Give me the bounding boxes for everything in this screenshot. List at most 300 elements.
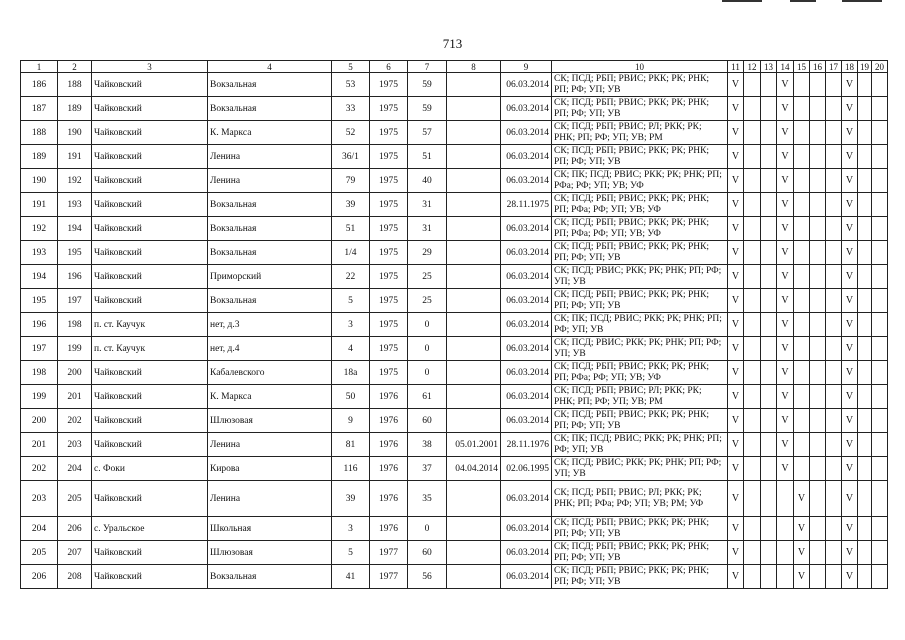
mark-20-cell: [872, 457, 888, 481]
mark-17-cell: [826, 121, 842, 145]
house-number-cell: 9: [332, 409, 370, 433]
street-cell: Ленина: [208, 169, 332, 193]
mark-13-cell: [761, 121, 777, 145]
date-col8-cell: [447, 241, 501, 265]
table-row: [21, 193, 888, 217]
street-cell: К. Маркса: [208, 121, 332, 145]
mark-20-cell: [872, 193, 888, 217]
house-number-cell: 81: [332, 433, 370, 457]
row-number-cell: 205: [21, 541, 58, 565]
street-cell: Ленина: [208, 481, 332, 517]
house-number-cell: 39: [332, 481, 370, 517]
street-cell: Школьная: [208, 517, 332, 541]
mark-19-cell: [858, 565, 872, 589]
row-number-cell: 202: [21, 457, 58, 481]
mark-16-cell: [810, 541, 826, 565]
mark-13-cell: [761, 193, 777, 217]
mark-18-cell: V: [842, 481, 858, 517]
count-cell: 51: [408, 145, 447, 169]
codes-list-cell: СК; ПСД; РБП; РВИС; РЛ; РКК; РК; РНК; РП; РФа; РФ; УП; УВ; РМ; УФ: [552, 481, 728, 517]
row-number-cell: 194: [21, 265, 58, 289]
mark-16-cell: [810, 193, 826, 217]
table-row: [21, 337, 888, 361]
year-cell: 1975: [370, 241, 408, 265]
mark-15-cell: V: [794, 517, 810, 541]
count-cell: 25: [408, 289, 447, 313]
mark-14-cell: V: [777, 313, 794, 337]
table-row: [21, 217, 888, 241]
mark-15-cell: [794, 385, 810, 409]
mark-19-cell: [858, 457, 872, 481]
mark-14-cell: [777, 565, 794, 589]
mark-18-cell: V: [842, 541, 858, 565]
mark-14-cell: V: [777, 361, 794, 385]
mark-20-cell: [872, 409, 888, 433]
mark-16-cell: [810, 433, 826, 457]
settlement-cell: Чайковский: [92, 385, 208, 409]
date-col8-cell: [447, 385, 501, 409]
mark-12-cell: [744, 517, 761, 541]
mark-20-cell: [872, 265, 888, 289]
mark-20-cell: [872, 217, 888, 241]
mark-14-cell: V: [777, 409, 794, 433]
column-header-3: 3: [92, 61, 208, 73]
mark-19-cell: [858, 541, 872, 565]
column-header-8: 8: [447, 61, 501, 73]
year-cell: 1975: [370, 121, 408, 145]
house-number-cell: 18а: [332, 361, 370, 385]
row-number-cell: 193: [21, 241, 58, 265]
date-col9-cell: 28.11.1975: [501, 193, 552, 217]
mark-16-cell: [810, 385, 826, 409]
mark-14-cell: V: [777, 121, 794, 145]
mark-17-cell: [826, 217, 842, 241]
mark-18-cell: V: [842, 385, 858, 409]
count-cell: 37: [408, 457, 447, 481]
settlement-cell: Чайковский: [92, 73, 208, 97]
mark-16-cell: [810, 265, 826, 289]
count-cell: 0: [408, 313, 447, 337]
mark-19-cell: [858, 289, 872, 313]
date-col8-cell: [447, 289, 501, 313]
mark-15-cell: [794, 313, 810, 337]
mark-16-cell: [810, 121, 826, 145]
mark-15-cell: [794, 337, 810, 361]
codes-list-cell: СК; ПСД; РБП; РВИС; РКК; РК; РНК; РП; РФ; УП; УВ: [552, 541, 728, 565]
house-number-cell: 1/4: [332, 241, 370, 265]
mark-12-cell: [744, 433, 761, 457]
date-col8-cell: [447, 217, 501, 241]
date-col9-cell: 06.03.2014: [501, 97, 552, 121]
street-cell: Шлюзовая: [208, 541, 332, 565]
street-cell: Вокзальная: [208, 217, 332, 241]
mark-13-cell: [761, 313, 777, 337]
row-number-cell: 196: [21, 313, 58, 337]
codes-list-cell: СК; ПСД; РБП; РВИС; РКК; РК; РНК; РП; РФ; УП; УВ: [552, 565, 728, 589]
codes-list-cell: СК; ПСД; РБП; РВИС; РКК; РК; РНК; РП; РФа; РФ; УП; УВ; УФ: [552, 217, 728, 241]
mark-15-cell: [794, 145, 810, 169]
mark-13-cell: [761, 385, 777, 409]
mark-14-cell: V: [777, 73, 794, 97]
mark-11-cell: V: [728, 145, 744, 169]
date-col9-cell: 06.03.2014: [501, 337, 552, 361]
table-row: [21, 97, 888, 121]
mark-19-cell: [858, 193, 872, 217]
mark-20-cell: [872, 337, 888, 361]
year-cell: 1976: [370, 457, 408, 481]
record-number-cell: 201: [58, 385, 92, 409]
date-col9-cell: 06.03.2014: [501, 289, 552, 313]
mark-17-cell: [826, 385, 842, 409]
year-cell: 1976: [370, 409, 408, 433]
table-row: [21, 73, 888, 97]
mark-17-cell: [826, 289, 842, 313]
record-number-cell: 200: [58, 361, 92, 385]
street-cell: нет, д.3: [208, 313, 332, 337]
mark-18-cell: V: [842, 241, 858, 265]
column-header-13: 13: [761, 61, 777, 73]
mark-14-cell: V: [777, 97, 794, 121]
mark-11-cell: V: [728, 241, 744, 265]
mark-18-cell: V: [842, 433, 858, 457]
mark-11-cell: V: [728, 265, 744, 289]
mark-15-cell: [794, 121, 810, 145]
table-row: [21, 121, 888, 145]
settlement-cell: Чайковский: [92, 97, 208, 121]
table-row: [21, 385, 888, 409]
row-number-cell: 192: [21, 217, 58, 241]
row-number-cell: 187: [21, 97, 58, 121]
mark-13-cell: [761, 409, 777, 433]
mark-15-cell: [794, 97, 810, 121]
mark-14-cell: V: [777, 217, 794, 241]
settlement-cell: с. Уральское: [92, 517, 208, 541]
mark-11-cell: V: [728, 361, 744, 385]
mark-14-cell: V: [777, 169, 794, 193]
mark-14-cell: [777, 517, 794, 541]
mark-18-cell: V: [842, 337, 858, 361]
page-number: 713: [442, 36, 463, 51]
mark-11-cell: V: [728, 169, 744, 193]
column-header-11: 11: [728, 61, 744, 73]
mark-15-cell: [794, 241, 810, 265]
record-number-cell: 194: [58, 217, 92, 241]
street-cell: Вокзальная: [208, 97, 332, 121]
mark-17-cell: [826, 433, 842, 457]
mark-16-cell: [810, 337, 826, 361]
year-cell: 1975: [370, 289, 408, 313]
date-col8-cell: [447, 361, 501, 385]
table-row: [21, 313, 888, 337]
codes-list-cell: СК; ПСД; РБП; РВИС; РКК; РК; РНК; РП; РФ; УП; УВ: [552, 409, 728, 433]
mark-12-cell: [744, 241, 761, 265]
mark-15-cell: [794, 217, 810, 241]
mark-12-cell: [744, 73, 761, 97]
row-number-cell: 206: [21, 565, 58, 589]
settlement-cell: Чайковский: [92, 541, 208, 565]
mark-14-cell: V: [777, 337, 794, 361]
date-col8-cell: [447, 517, 501, 541]
mark-16-cell: [810, 457, 826, 481]
date-col8-cell: [447, 337, 501, 361]
row-number-cell: 199: [21, 385, 58, 409]
mark-15-cell: [794, 361, 810, 385]
house-number-cell: 79: [332, 169, 370, 193]
codes-list-cell: СК; ПСД; РБП; РВИС; РКК; РК; РНК; РП; РФ; УП; УВ: [552, 517, 728, 541]
mark-12-cell: [744, 145, 761, 169]
codes-list-cell: СК; ПСД; РБП; РВИС; РЛ; РКК; РК; РНК; РП; РФ; УП; УВ; РМ: [552, 121, 728, 145]
mark-19-cell: [858, 361, 872, 385]
table-row: [21, 289, 888, 313]
mark-15-cell: [794, 265, 810, 289]
mark-19-cell: [858, 241, 872, 265]
settlement-cell: Чайковский: [92, 193, 208, 217]
mark-11-cell: V: [728, 541, 744, 565]
column-header-20: 20: [872, 61, 888, 73]
settlement-cell: Чайковский: [92, 169, 208, 193]
count-cell: 29: [408, 241, 447, 265]
mark-18-cell: V: [842, 409, 858, 433]
record-number-cell: 206: [58, 517, 92, 541]
date-col9-cell: 06.03.2014: [501, 169, 552, 193]
house-number-cell: 41: [332, 565, 370, 589]
row-number-cell: 188: [21, 121, 58, 145]
mark-13-cell: [761, 457, 777, 481]
mark-20-cell: [872, 145, 888, 169]
count-cell: 25: [408, 265, 447, 289]
date-col9-cell: 06.03.2014: [501, 409, 552, 433]
table-row: [21, 361, 888, 385]
column-number-row: [21, 61, 888, 73]
table-row: [21, 241, 888, 265]
year-cell: 1975: [370, 337, 408, 361]
house-number-cell: 22: [332, 265, 370, 289]
codes-list-cell: СК; ПСД; РБП; РВИС; РКК; РК; РНК; РП; РФ; УП; УВ: [552, 241, 728, 265]
row-number-cell: 200: [21, 409, 58, 433]
record-number-cell: 192: [58, 169, 92, 193]
mark-17-cell: [826, 313, 842, 337]
mark-16-cell: [810, 481, 826, 517]
year-cell: 1975: [370, 169, 408, 193]
mark-13-cell: [761, 517, 777, 541]
mark-13-cell: [761, 565, 777, 589]
street-cell: Вокзальная: [208, 289, 332, 313]
settlement-cell: Чайковский: [92, 289, 208, 313]
codes-list-cell: СК; ПСД; РВИС; РКК; РК; РНК; РП; РФ; УП; УВ: [552, 265, 728, 289]
mark-20-cell: [872, 121, 888, 145]
record-number-cell: 204: [58, 457, 92, 481]
mark-16-cell: [810, 409, 826, 433]
date-col9-cell: 06.03.2014: [501, 517, 552, 541]
date-col8-cell: [447, 73, 501, 97]
street-cell: нет, д.4: [208, 337, 332, 361]
street-cell: Ленина: [208, 145, 332, 169]
codes-list-cell: СК; ПСД; РБП; РВИС; РКК; РК; РНК; РП; РФа; РФ; УП; УВ; УФ: [552, 193, 728, 217]
count-cell: 0: [408, 517, 447, 541]
column-header-16: 16: [810, 61, 826, 73]
mark-12-cell: [744, 169, 761, 193]
mark-11-cell: V: [728, 73, 744, 97]
mark-12-cell: [744, 265, 761, 289]
street-cell: Вокзальная: [208, 565, 332, 589]
house-number-cell: 51: [332, 217, 370, 241]
mark-15-cell: [794, 433, 810, 457]
mark-17-cell: [826, 145, 842, 169]
count-cell: 31: [408, 193, 447, 217]
date-col8-cell: [447, 97, 501, 121]
row-number-cell: 198: [21, 361, 58, 385]
mark-20-cell: [872, 433, 888, 457]
record-number-cell: 208: [58, 565, 92, 589]
mark-12-cell: [744, 193, 761, 217]
codes-list-cell: СК; ПСД; РБП; РВИС; РЛ; РКК; РК; РНК; РП; РФ; УП; УВ; РМ: [552, 385, 728, 409]
mark-12-cell: [744, 541, 761, 565]
date-col8-cell: [447, 541, 501, 565]
mark-12-cell: [744, 565, 761, 589]
mark-19-cell: [858, 169, 872, 193]
mark-18-cell: V: [842, 265, 858, 289]
mark-13-cell: [761, 337, 777, 361]
column-header-6: 6: [370, 61, 408, 73]
mark-15-cell: V: [794, 565, 810, 589]
settlement-cell: Чайковский: [92, 565, 208, 589]
mark-12-cell: [744, 217, 761, 241]
street-cell: Кабалевского: [208, 361, 332, 385]
count-cell: 35: [408, 481, 447, 517]
table-row: [21, 409, 888, 433]
mark-11-cell: V: [728, 217, 744, 241]
mark-17-cell: [826, 97, 842, 121]
date-col9-cell: 06.03.2014: [501, 217, 552, 241]
record-number-cell: 198: [58, 313, 92, 337]
mark-13-cell: [761, 361, 777, 385]
mark-12-cell: [744, 289, 761, 313]
date-col8-cell: [447, 121, 501, 145]
mark-17-cell: [826, 457, 842, 481]
mark-20-cell: [872, 169, 888, 193]
record-number-cell: 189: [58, 97, 92, 121]
count-cell: 56: [408, 565, 447, 589]
mark-19-cell: [858, 145, 872, 169]
date-col9-cell: 06.03.2014: [501, 361, 552, 385]
house-number-cell: 50: [332, 385, 370, 409]
house-number-cell: 36/1: [332, 145, 370, 169]
mark-15-cell: [794, 289, 810, 313]
mark-17-cell: [826, 517, 842, 541]
street-cell: К. Маркса: [208, 385, 332, 409]
count-cell: 38: [408, 433, 447, 457]
mark-20-cell: [872, 73, 888, 97]
mark-18-cell: V: [842, 457, 858, 481]
mark-12-cell: [744, 361, 761, 385]
date-col9-cell: 06.03.2014: [501, 541, 552, 565]
mark-16-cell: [810, 565, 826, 589]
mark-20-cell: [872, 361, 888, 385]
column-header-4: 4: [208, 61, 332, 73]
row-number-cell: 204: [21, 517, 58, 541]
row-number-cell: 195: [21, 289, 58, 313]
record-number-cell: 191: [58, 145, 92, 169]
codes-list-cell: СК; ПК; ПСД; РВИС; РКК; РК; РНК; РП; РФа; РФ; УП; УВ; УФ: [552, 169, 728, 193]
column-header-17: 17: [826, 61, 842, 73]
street-cell: Приморский: [208, 265, 332, 289]
mark-19-cell: [858, 517, 872, 541]
column-header-12: 12: [744, 61, 761, 73]
date-col8-cell: [447, 409, 501, 433]
mark-20-cell: [872, 517, 888, 541]
mark-14-cell: V: [777, 193, 794, 217]
mark-19-cell: [858, 97, 872, 121]
settlement-cell: Чайковский: [92, 241, 208, 265]
codes-list-cell: СК; ПК; ПСД; РВИС; РКК; РК; РНК; РП; РФ; УП; УВ: [552, 313, 728, 337]
column-header-10: 10: [552, 61, 728, 73]
record-number-cell: 197: [58, 289, 92, 313]
mark-11-cell: V: [728, 565, 744, 589]
table-body: [21, 73, 888, 589]
mark-18-cell: V: [842, 97, 858, 121]
settlement-cell: Чайковский: [92, 361, 208, 385]
year-cell: 1977: [370, 541, 408, 565]
codes-list-cell: СК; ПК; ПСД; РВИС; РКК; РК; РНК; РП; РФ; УП; УВ: [552, 433, 728, 457]
mark-13-cell: [761, 97, 777, 121]
house-number-cell: 4: [332, 337, 370, 361]
codes-list-cell: СК; ПСД; РБП; РВИС; РКК; РК; РНК; РП; РФ; УП; УВ: [552, 73, 728, 97]
mark-13-cell: [761, 541, 777, 565]
date-col9-cell: 06.03.2014: [501, 481, 552, 517]
mark-20-cell: [872, 541, 888, 565]
mark-20-cell: [872, 313, 888, 337]
count-cell: 40: [408, 169, 447, 193]
mark-12-cell: [744, 457, 761, 481]
mark-18-cell: V: [842, 73, 858, 97]
mark-19-cell: [858, 121, 872, 145]
codes-list-cell: СК; ПСД; РБП; РВИС; РКК; РК; РНК; РП; РФ; УП; УВ: [552, 145, 728, 169]
count-cell: 31: [408, 217, 447, 241]
mark-15-cell: [794, 457, 810, 481]
settlement-cell: Чайковский: [92, 121, 208, 145]
mark-16-cell: [810, 217, 826, 241]
house-number-cell: 3: [332, 517, 370, 541]
date-col9-cell: 06.03.2014: [501, 265, 552, 289]
table-row: [21, 457, 888, 481]
year-cell: 1975: [370, 145, 408, 169]
mark-13-cell: [761, 433, 777, 457]
date-col9-cell: 06.03.2014: [501, 73, 552, 97]
mark-15-cell: V: [794, 541, 810, 565]
house-number-cell: 116: [332, 457, 370, 481]
mark-18-cell: V: [842, 145, 858, 169]
row-number-cell: 186: [21, 73, 58, 97]
mark-14-cell: [777, 481, 794, 517]
mark-17-cell: [826, 337, 842, 361]
mark-14-cell: V: [777, 265, 794, 289]
column-header-1: 1: [21, 61, 58, 73]
mark-18-cell: V: [842, 217, 858, 241]
table-row: [21, 433, 888, 457]
mark-14-cell: V: [777, 145, 794, 169]
house-number-cell: 39: [332, 193, 370, 217]
mark-17-cell: [826, 481, 842, 517]
mark-17-cell: [826, 193, 842, 217]
mark-13-cell: [761, 241, 777, 265]
record-number-cell: 190: [58, 121, 92, 145]
date-col8-cell: [447, 565, 501, 589]
house-number-cell: 33: [332, 97, 370, 121]
mark-18-cell: V: [842, 517, 858, 541]
mark-11-cell: V: [728, 409, 744, 433]
codes-list-cell: СК; ПСД; РБП; РВИС; РКК; РК; РНК; РП; РФа; РФ; УП; УВ; УФ: [552, 361, 728, 385]
mark-19-cell: [858, 217, 872, 241]
